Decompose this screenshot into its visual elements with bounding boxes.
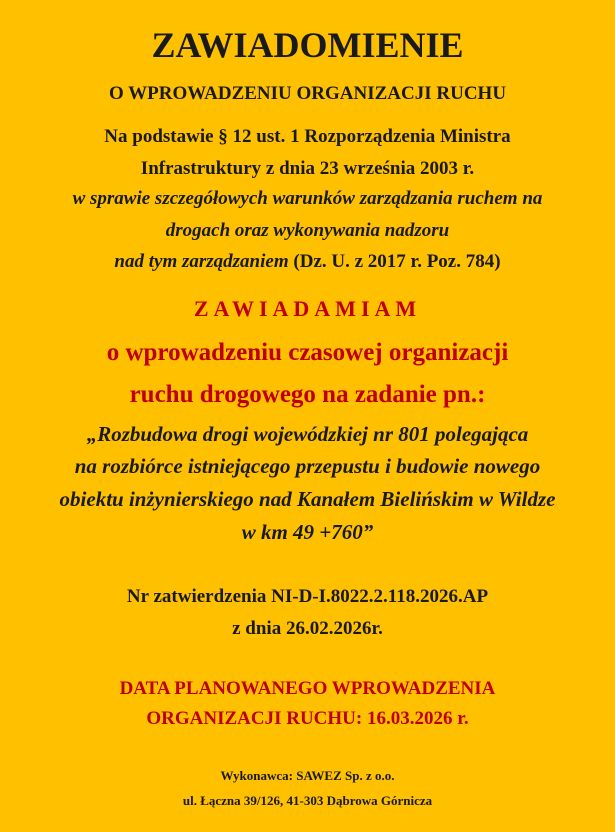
notice-title: ZAWIADOMIENIE — [151, 25, 464, 65]
legal-basis-line-4: drogach oraz wykonywania nadzoru — [165, 220, 450, 241]
planned-date-label: DATA PLANOWANEGO WPROWADZENIA — [119, 678, 496, 699]
approval-date: z dnia 26.02.2026r. — [232, 618, 383, 639]
approval-number: Nr zatwierdzenia NI-D-I.8022.2.118.2026.AP — [126, 586, 489, 607]
legal-basis-line-3: w sprawie szczegółowych warunków zarządzania ruchem na — [72, 188, 543, 209]
contractor-address: ul. Łączna 39/126, 41-303 Dąbrowa Górnicza — [182, 793, 433, 808]
contractor-name: Wykonawca: SAWEZ Sp. z o.o. — [220, 768, 395, 783]
legal-basis-line-5 — [0, 252, 615, 273]
task-name-line-1: „Rozbudowa drogi wojewódzkiej nr 801 polegająca — [86, 422, 529, 446]
legal-basis-line-5-italic: nad tym zarządzaniem — [114, 251, 289, 272]
legal-basis-citation: (Dz. U. z 2017 r. Poz. 784) — [288, 251, 501, 272]
notice-subtitle: O WPROWADZENIU ORGANIZACJI RUCHU — [108, 83, 507, 104]
announcement-heading: ZAWIADAMIAM — [193, 296, 422, 321]
legal-basis-line-1: Na podstawie § 12 ust. 1 Rozporządzenia Ministra — [104, 126, 511, 147]
planned-date-value: ORGANIZACJI RUCHU: 16.03.2026 r. — [146, 708, 469, 729]
announcement-line-1: o wprowadzeniu czasowej organizacji — [106, 339, 509, 366]
task-name-line-2: na rozbiórce istniejącego przepustu i budowie nowego — [74, 454, 541, 478]
task-name-line-3: obiektu inżynierskiego nad Kanałem Bielińskim w Wildze — [59, 487, 556, 511]
task-name-line-4: w km 49 +760” — [241, 520, 374, 544]
announcement-line-2: ruchu drogowego na zadanie pn.: — [129, 381, 486, 408]
legal-basis-line-2: Infrastruktury z dnia 23 września 2003 r. — [140, 158, 475, 179]
